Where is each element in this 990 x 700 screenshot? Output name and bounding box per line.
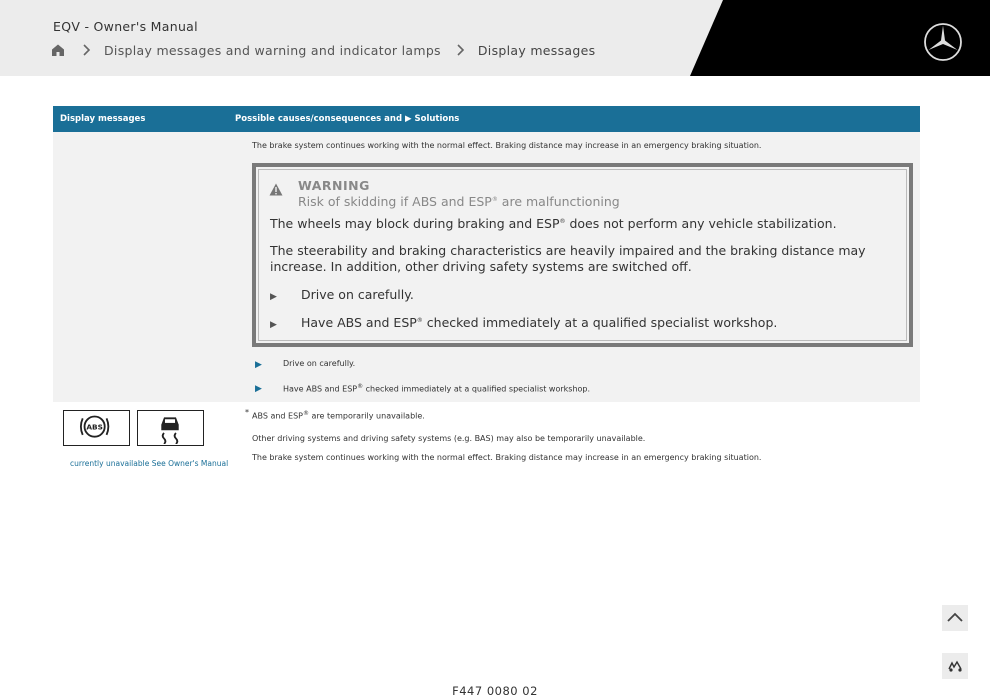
warning-title: WARNING	[298, 178, 370, 193]
table-header	[53, 106, 920, 132]
footnote-star: *	[245, 408, 249, 417]
abs-warning-icon	[63, 410, 130, 446]
step-arrow-icon: ▶	[270, 320, 277, 330]
col-header-causes-solutions: Possible causes/consequences and ▶ Solutions	[235, 114, 460, 124]
step-arrow-icon: ▶	[270, 292, 277, 302]
warning-box	[252, 163, 913, 347]
warning-step-1: ▶ Drive on carefully.	[270, 287, 414, 302]
warning-triangle-icon	[269, 183, 283, 196]
row-intro-text: The brake system continues working with the normal effect. Braking distance may increase in an emergency braking situation.	[252, 141, 762, 150]
chevron-right-icon	[81, 44, 91, 56]
car-seat-icon	[942, 653, 968, 679]
chevron-up-icon	[942, 605, 968, 631]
mercedes-star-logo[interactable]	[923, 22, 963, 62]
warning-paragraph-2: The steerability and braking characteristics are heavily impaired and the braking distance may increase. In addition, other driving safety systems are switched off.	[270, 243, 866, 274]
breadcrumb-current: Display messages	[477, 42, 596, 58]
view-mode-button[interactable]	[942, 653, 968, 679]
breadcrumb-link-warning-lamps[interactable]: Display messages and warning and indicator lamps	[104, 42, 441, 58]
home-icon[interactable]	[51, 43, 65, 57]
svg-text:ABS: ABS	[86, 422, 103, 432]
app-title: EQV - Owner's Manual	[53, 19, 198, 34]
warning-step-2: ▶ Have ABS and ESP® checked immediately at a qualified specialist workshop.	[270, 315, 778, 330]
warning-subtitle: Risk of skidding if ABS and ESP® are malfunctioning	[298, 194, 620, 209]
esp-skid-icon	[137, 410, 204, 446]
icons-caption: currently unavailable See Owner's Manual	[70, 459, 229, 468]
table-row: The brake system continues working with the normal effect. Braking distance may increase in an emergency braking situation. WARNING Risk of skidding if ABS and ESP® are malfunctioning The wheels may block during braking and ESP® does not perform any vehicle stabilization. The steerability and braking characteristics are heavily impaired and the braking distance may increase. In addition, other driving safety systems are switched off. ▶ Drive on carefully. ▶ Have ABS and ESP® checked immediately at a qualified specialist workshop. ▶ Drive on carefully. ▶ Have ABS and ESP® checked immediately at a qualified specialist workshop.	[53, 132, 920, 402]
row-line-1: ABS and ESP® are temporarily unavailable.	[252, 410, 425, 421]
header-bar	[0, 0, 990, 76]
scroll-to-top-button[interactable]	[942, 605, 968, 631]
step-arrow-icon: ▶	[255, 384, 262, 394]
row-line-3: The brake system continues working with the normal effect. Braking distance may increase in an emergency braking situation.	[252, 453, 762, 462]
figure-code: F447 0080 02	[452, 684, 538, 698]
warning-paragraph-1: The wheels may block during braking and ESP® does not perform any vehicle stabilization.	[270, 216, 837, 231]
step-arrow-icon: ▶	[255, 360, 262, 370]
display-messages-table	[53, 106, 920, 482]
row-line-2: Other driving systems and driving safety systems (e.g. BAS) may also be temporarily unavailable.	[252, 434, 646, 443]
col-header-display-messages: Display messages	[60, 114, 146, 124]
breadcrumb	[51, 41, 595, 59]
chevron-right-icon	[455, 44, 465, 56]
table-row	[53, 402, 920, 482]
